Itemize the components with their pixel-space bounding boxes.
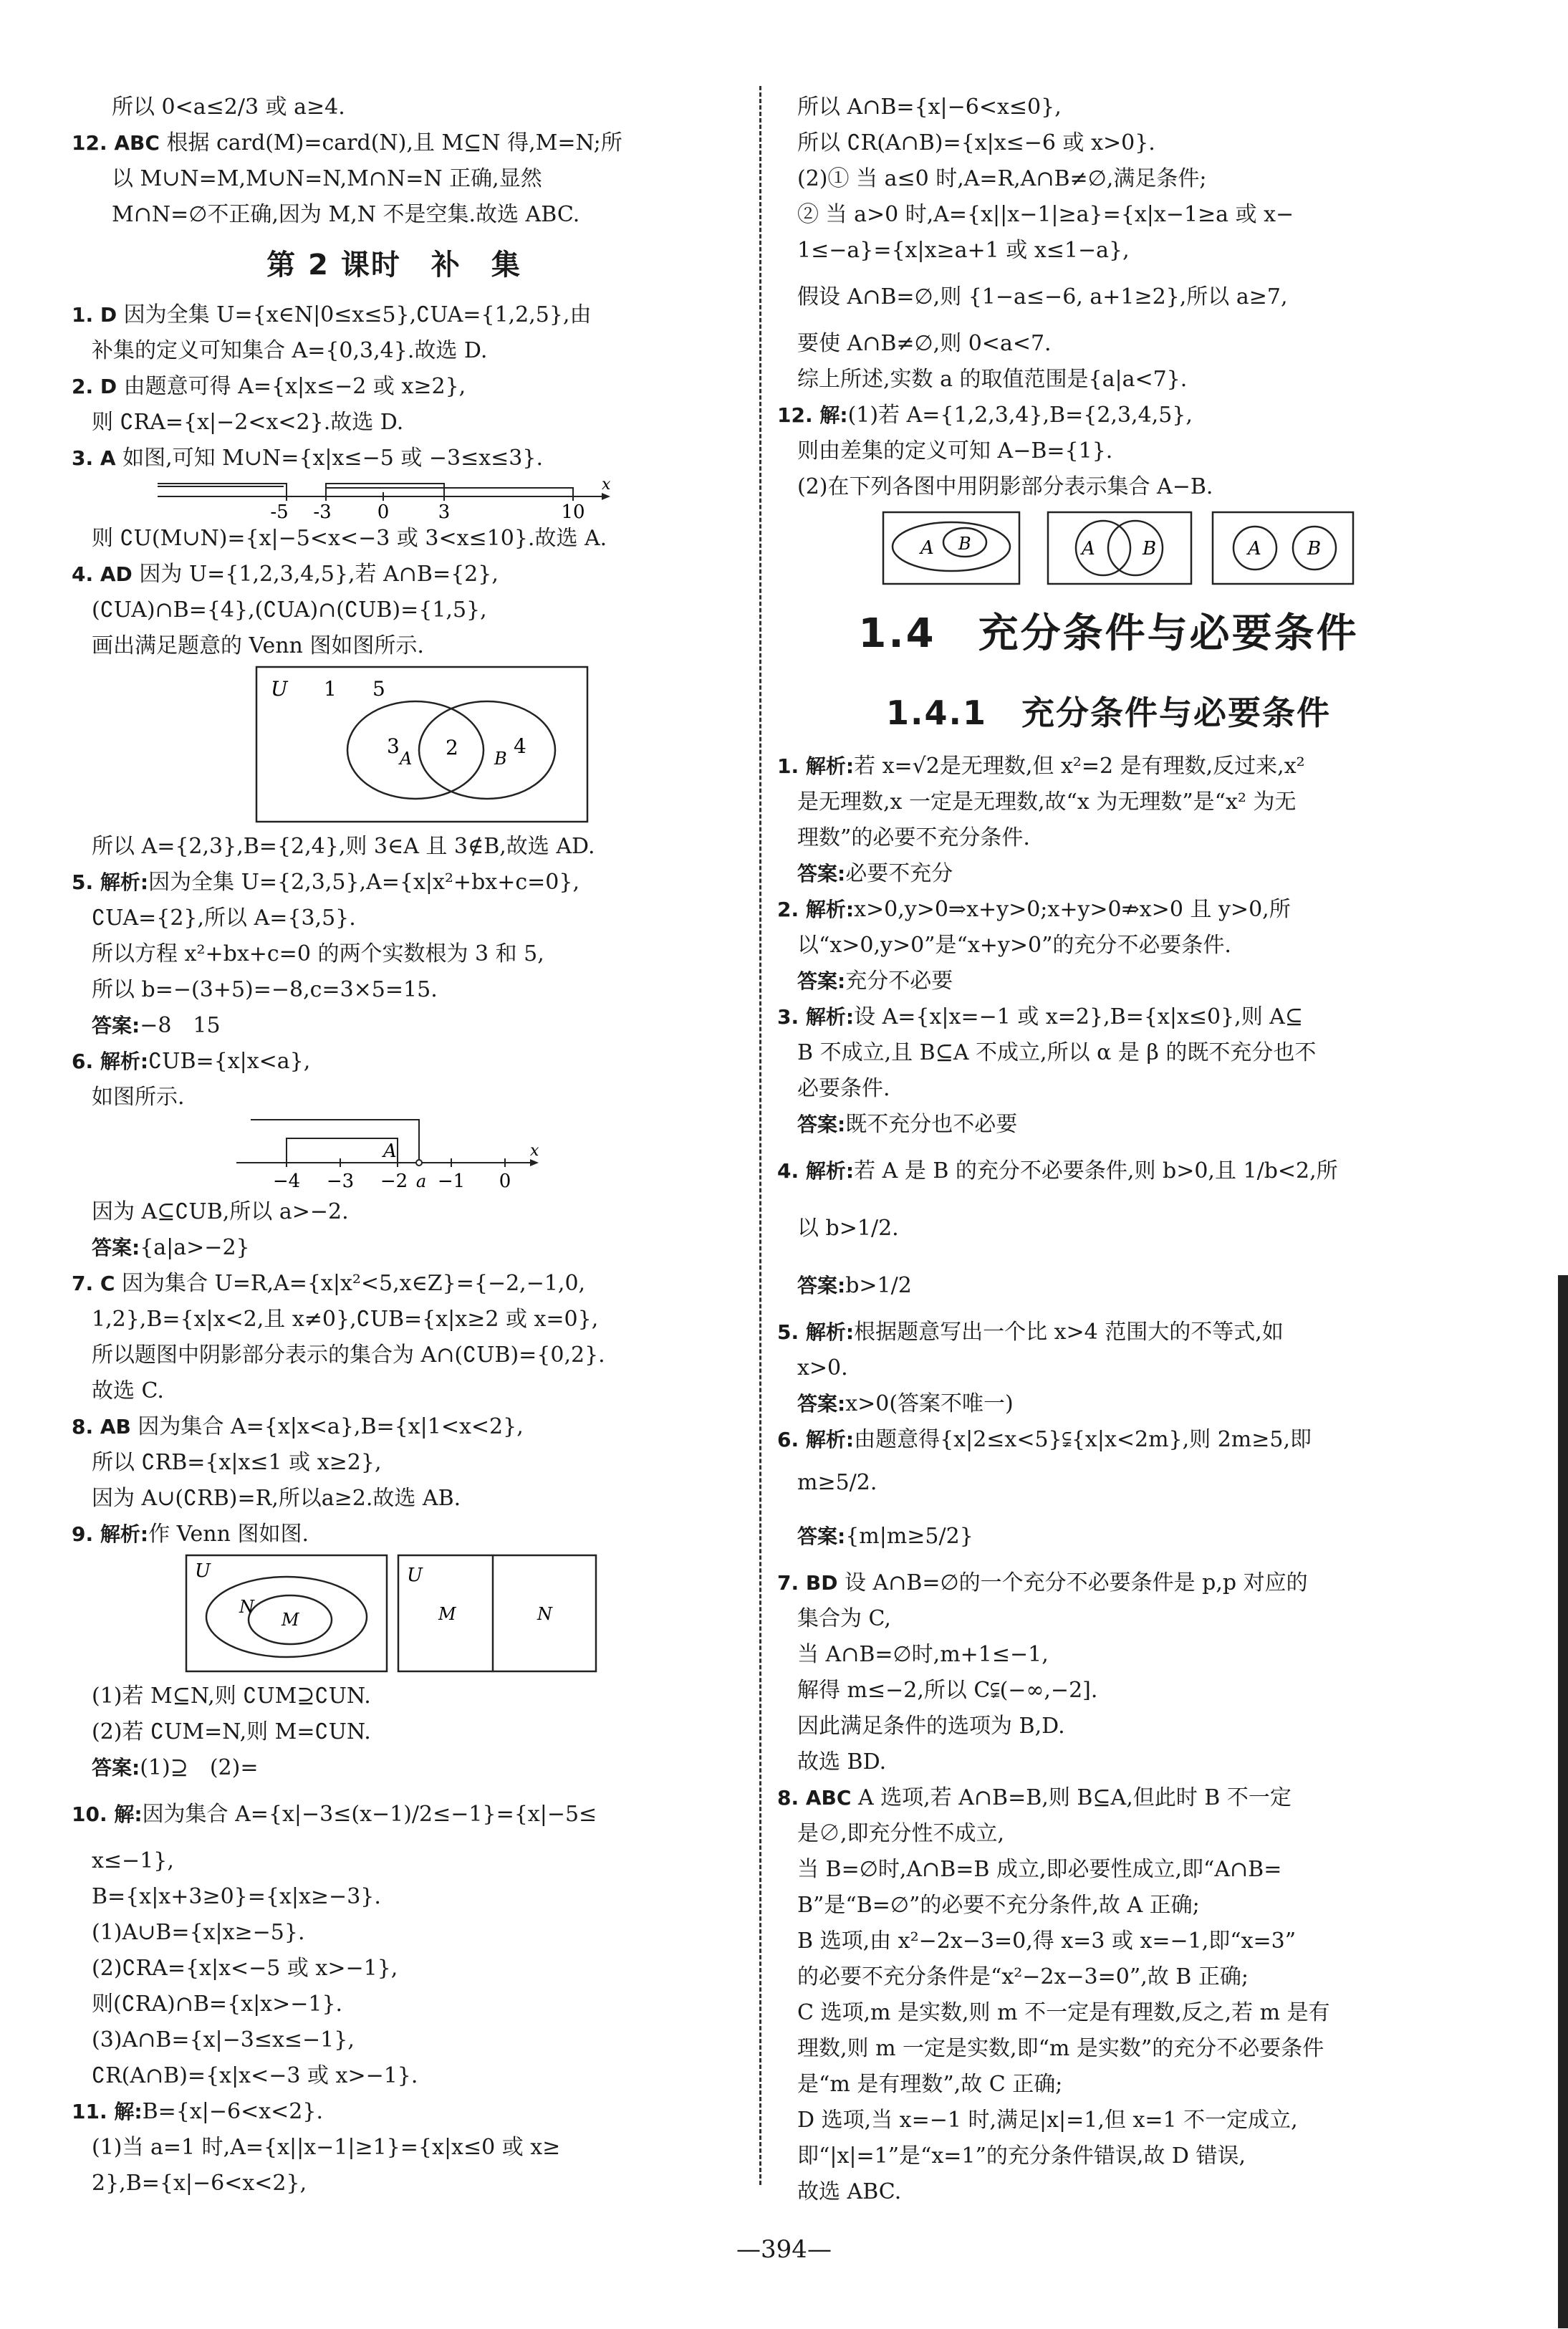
question-number: 2. 解析: — [777, 898, 855, 921]
page-number: —394— — [736, 2235, 832, 2264]
venn-svg-3 — [777, 505, 1440, 591]
answer-label: 答案: — [797, 1274, 846, 1297]
question-number: 7. BD — [777, 1571, 838, 1595]
text-line: 是∅,即充分性不成立, — [797, 1821, 1005, 1846]
text-line: (1)当 a=1 时,A={x||x−1|≥1}={x|x≤0 或 x≥ — [92, 2135, 561, 2160]
text-line: ∁UB={x|x<a}, — [148, 1049, 311, 1074]
universe-label: U — [407, 1565, 423, 1586]
text-line: 以 M∪N=M,M∪N=N,M∩N=N 正确,显然 — [112, 166, 542, 191]
text-line: 当 B=∅时,A∩B=B 成立,即必要性成立,即“A∩B= — [797, 1857, 1282, 1882]
text-line: 如图,可知 M∪N={x|x≤−5 或 −3≤x≤3}. — [115, 446, 543, 471]
tick-label: 3 — [438, 501, 451, 521]
text-line: 是“m 是有理数”,故 C 正确; — [797, 2072, 1063, 2097]
question-number: 4. 解析: — [777, 1159, 855, 1183]
text-line: 的必要不充分条件是“x²−2x−3=0”,故 B 正确; — [797, 1964, 1249, 1989]
question-number: 5. 解析: — [777, 1320, 855, 1344]
text-line: 因为全集 U={2,3,5},A={x|x²+bx+c=0}, — [148, 870, 579, 895]
answer-text: 必要不充分 — [845, 861, 953, 886]
text-line: M∩N=∅不正确,因为 M,N 不是空集.故选 ABC. — [112, 202, 580, 227]
text-line: ② 当 a>0 时,A={x||x−1|≥a}={x|x−1≥a 或 x− — [797, 202, 1294, 227]
text-line: ∁R(A∩B)={x|x<−3 或 x>−1}. — [92, 2063, 418, 2088]
text-line: B={x|−6<x<2}. — [142, 2099, 323, 2124]
answer-text: x>0(答案不唯一) — [845, 1391, 1014, 1416]
text-line: 所以 ∁R(A∩B)={x|x≤−6 或 x>0}. — [797, 130, 1155, 155]
text-line: 因为全集 U={x∈N|0≤x≤5},∁UA={1,2,5},由 — [117, 302, 592, 327]
set-label: M — [438, 1604, 456, 1624]
question-number: 6. 解析: — [777, 1428, 855, 1451]
tick-label: a — [415, 1171, 427, 1191]
answer-label: 答案: — [797, 1113, 846, 1136]
axis-label: x — [530, 1142, 539, 1160]
text-line: A 选项,若 A∩B=B,则 B⊆A,但此时 B 不一定 — [851, 1785, 1292, 1810]
text-line: 集合为 C, — [797, 1606, 891, 1631]
tick-label: −4 — [272, 1171, 301, 1192]
venn-figure-3 — [777, 505, 1440, 591]
text-line: 所以方程 x²+bx+c=0 的两个实数根为 3 和 5, — [92, 941, 544, 966]
text-line: (1)A∪B={x|x≥−5}. — [92, 1920, 305, 1945]
answer-label: 答案: — [92, 1014, 140, 1037]
text-line: 设 A∩B=∅的一个充分不必要条件是 p,p 对应的 — [837, 1570, 1308, 1595]
set-label: A — [1248, 538, 1261, 560]
venn-figure-1 — [72, 664, 716, 829]
set-label: A — [400, 749, 413, 769]
question-number: 8. AB — [72, 1415, 131, 1439]
number-line-figure — [72, 476, 716, 521]
venn-number: 1 — [324, 677, 337, 701]
text-line: ∁UA={2},所以 A={3,5}. — [92, 906, 356, 931]
text-line: 作 Venn 图如图. — [148, 1522, 309, 1547]
question-number: 1. D — [72, 303, 117, 327]
chapter-title: 1.4 充分条件与必要条件 — [858, 610, 1359, 657]
text-line: 1,2},B={x|x<2,且 x≠0},∁UB={x|x≥2 或 x=0}, — [92, 1307, 599, 1332]
text-line: 根据题意写出一个比 x>4 范围大的不等式,如 — [854, 1320, 1284, 1345]
question-number: 10. 解: — [72, 1802, 143, 1826]
venn-svg-2 — [72, 1552, 716, 1679]
text-line: 1≤−a}={x|x≥a+1 或 x≤1−a}, — [797, 238, 1130, 263]
answer-text: (1)⊇ (2)= — [140, 1755, 259, 1780]
question-number: 9. 解析: — [72, 1522, 149, 1546]
set-label: A — [383, 1141, 397, 1162]
tick-label: −3 — [326, 1171, 355, 1192]
text-line: 综上所述,实数 a 的取值范围是{a|a<7}. — [797, 367, 1188, 392]
answer-text: b>1/2 — [845, 1273, 912, 1298]
answer-label: 答案: — [797, 1524, 846, 1548]
question-number: 12. ABC — [72, 131, 160, 155]
text-line: 所以 ∁RB={x|x≤1 或 x≥2}, — [92, 1450, 382, 1475]
text-line: 故选 ABC. — [797, 2179, 902, 2204]
text-line: 所以 b=−(3+5)=−8,c=3×5=15. — [92, 977, 438, 1002]
text-line: 所以题图中阴影部分表示的集合为 A∩(∁UB)={0,2}. — [92, 1343, 605, 1368]
right-column — [777, 90, 1440, 2210]
number-line-svg-2 — [72, 1115, 716, 1194]
question-number: 7. C — [72, 1272, 115, 1295]
text-line: 则 ∁RA={x|−2<x<2}.故选 D. — [92, 410, 404, 435]
number-line-svg — [72, 476, 716, 521]
tick-label: 0 — [499, 1171, 511, 1192]
venn-figure-2 — [72, 1552, 716, 1679]
text-line: 是无理数,x 一定是无理数,故“x 为无理数”是“x² 为无 — [797, 789, 1297, 815]
text-line: 所以 A={2,3},B={2,4},则 3∈A 且 3∉B,故选 AD. — [92, 834, 595, 859]
tick-label: −1 — [437, 1171, 466, 1192]
answer-label: 答案: — [92, 1236, 140, 1259]
text-line: 因此满足条件的选项为 B,D. — [797, 1714, 1065, 1739]
venn-number: 3 — [387, 734, 400, 758]
text-line: 故选 BD. — [797, 1749, 887, 1775]
question-number: 4. AD — [72, 562, 133, 586]
text-line: (1)若 M⊆N,则 ∁UM⊇∁UN. — [92, 1684, 371, 1709]
text-line: C 选项,m 是实数,则 m 不一定是有理数,反之,若 m 是有 — [797, 2000, 1330, 2025]
answer-label: 答案: — [797, 862, 846, 885]
text-line: 由题意可得 A={x|x≤−2 或 x≥2}, — [117, 374, 466, 399]
set-label: B — [1143, 538, 1157, 560]
text-line: 以“x>0,y>0”是“x+y>0”的充分不必要条件. — [797, 933, 1231, 958]
set-label: M — [282, 1610, 299, 1630]
text-line: B 选项,由 x²−2x−3=0,得 x=3 或 x=−1,即“x=3” — [797, 1929, 1297, 1954]
text-line: (1)若 A={1,2,3,4},B={2,3,4,5}, — [847, 403, 1193, 428]
answer-label: 答案: — [92, 1756, 140, 1780]
set-label: N — [239, 1597, 254, 1617]
text-line: 因为 U={1,2,3,4,5},若 A∩B={2}, — [132, 562, 499, 587]
text-line: 因为集合 U=R,A={x|x²<5,x∈Z}={−2,−1,0, — [115, 1271, 586, 1296]
question-number: 11. 解: — [72, 2100, 143, 2123]
question-number: 3. 解析: — [777, 1005, 855, 1029]
answer-label: 答案: — [797, 1392, 846, 1416]
tick-label: 10 — [561, 501, 585, 521]
column-divider — [759, 86, 761, 2185]
set-label: N — [537, 1604, 552, 1624]
answer-text: {a|a>−2} — [140, 1235, 250, 1260]
left-column — [72, 90, 716, 2201]
text-line: 补集的定义可知集合 A={0,3,4}.故选 D. — [92, 338, 488, 363]
text-line: (3)A∩B={x|−3≤x≤−1}, — [92, 2027, 355, 2052]
text-line: (2)若 ∁UM=N,则 M=∁UN. — [92, 1719, 371, 1744]
answer-text: {m|m≥5/2} — [845, 1524, 973, 1549]
text-line: 则由差集的定义可知 A−B={1}. — [797, 438, 1113, 464]
text-line: 当 A∩B=∅时,m+1≤−1, — [797, 1642, 1049, 1667]
text-line: 由题意得{x|2≤x<5}⫋{x|x<2m},则 2m≥5,即 — [854, 1427, 1312, 1452]
tick-label: 0 — [377, 501, 390, 521]
universe-label: U — [271, 677, 288, 701]
text-line: (2)∁RA={x|x<−5 或 x>−1}, — [92, 1956, 398, 1981]
text-line: 因为集合 A={x|x<a},B={x|1<x<2}, — [130, 1414, 524, 1439]
subsection-title: 1.4.1 充分条件与必要条件 — [886, 693, 1331, 732]
question-number: 12. 解: — [777, 403, 848, 427]
text-line: 理数”的必要不充分条件. — [797, 825, 1030, 850]
number-line-figure-2 — [72, 1115, 716, 1194]
text-line: (2)① 当 a≤0 时,A=R,A∩B≠∅,满足条件; — [797, 166, 1207, 191]
venn-number: 4 — [514, 734, 526, 758]
set-label: A — [920, 537, 934, 559]
axis-label: x — [602, 476, 611, 494]
section-title: 第 2 课时 补 集 — [266, 249, 521, 282]
question-number: 2. D — [72, 375, 117, 398]
text-line: 解得 m≤−2,所以 C⫋(−∞,−2]. — [797, 1678, 1098, 1703]
venn-svg-1 — [72, 664, 716, 829]
tick-label: -3 — [313, 501, 332, 521]
text-line: 以 b>1/2. — [797, 1216, 899, 1241]
answer-text: 既不充分也不必要 — [845, 1112, 1018, 1137]
text-line: 若 A 是 B 的充分不必要条件,则 b>0,且 1/b<2,所 — [854, 1158, 1338, 1183]
text-line: x≤−1}, — [92, 1848, 174, 1873]
text-line: 因为 A∪(∁RB)=R,所以a≥2.故选 AB. — [92, 1486, 461, 1511]
question-number: 3. A — [72, 446, 116, 470]
venn-number: 2 — [446, 736, 458, 759]
text-line: 设 A={x|x=−1 或 x=2},B={x|x≤0},则 A⊆ — [854, 1004, 1304, 1029]
text-line: m≥5/2. — [797, 1470, 877, 1495]
text-line: 因为 A⊆∁UB,所以 a>−2. — [92, 1199, 349, 1224]
tick-label: -5 — [270, 501, 289, 521]
text-line: 假设 A∩B=∅,则 {1−a≤−6, a+1≥2},所以 a≥7, — [797, 284, 1288, 309]
text-line: B”是“B=∅”的必要不充分条件,故 A 正确; — [797, 1893, 1200, 1918]
text-line: 即“|x|=1”是“x=1”的充分条件错误,故 D 错误, — [797, 2143, 1246, 2169]
text-line: x>0,y>0⇒x+y>0;x+y>0⇏x>0 且 y>0,所 — [854, 897, 1291, 922]
text-line: D 选项,当 x=−1 时,满足|x|=1,但 x=1 不一定成立, — [797, 2108, 1298, 2133]
question-number: 1. 解析: — [777, 754, 855, 778]
text-line: 画出满足题意的 Venn 图如图所示. — [92, 633, 424, 658]
edge-tab-bar — [1558, 1275, 1568, 2328]
text-line: 如图所示. — [92, 1085, 185, 1110]
text-line: 所以 0<a≤2/3 或 a≥4. — [112, 95, 345, 120]
text-line: 必要条件. — [797, 1076, 890, 1101]
text-line: 因为集合 A={x|−3≤(x−1)/2≤−1}={x|−5≤ — [142, 1802, 597, 1827]
text-line: 要使 A∩B≠∅,则 0<a<7. — [797, 331, 1052, 356]
set-label: B — [1307, 538, 1322, 560]
text-line: (∁UA)∩B={4},(∁UA)∩(∁UB)={1,5}, — [92, 597, 487, 623]
text-line: 理数,则 m 一定是实数,即“m 是实数”的充分不必要条件 — [797, 2036, 1324, 2061]
text-line: B 不成立,且 B⊆A 不成立,所以 α 是 β 的既不充分也不 — [797, 1040, 1317, 1065]
question-number: 5. 解析: — [72, 870, 149, 894]
text-line: 则(∁RA)∩B={x|x>−1}. — [92, 1992, 343, 2017]
tick-label: −2 — [380, 1171, 408, 1192]
text-line: 则 ∁U(M∪N)={x|−5<x<−3 或 3<x≤10}.故选 A. — [92, 526, 607, 551]
text-line: 2},B={x|−6<x<2}, — [92, 2171, 307, 2196]
answer-label: 答案: — [797, 969, 846, 993]
text-line: 根据 card(M)=card(N),且 M⊆N 得,M=N;所 — [159, 130, 622, 155]
set-label: B — [494, 749, 507, 769]
text-line: (2)在下列各图中用阴影部分表示集合 A−B. — [797, 474, 1213, 499]
set-label: A — [1082, 538, 1095, 560]
text-line: 若 x=√2是无理数,但 x²=2 是有理数,反过来,x² — [854, 754, 1305, 779]
answer-text: 充分不必要 — [845, 969, 953, 994]
text-line: x>0. — [797, 1355, 848, 1380]
text-line: 故选 C. — [92, 1378, 164, 1403]
answer-text: −8 15 — [140, 1013, 221, 1038]
question-number: 6. 解析: — [72, 1050, 149, 1073]
universe-label: U — [195, 1560, 211, 1582]
text-line: 所以 A∩B={x|−6<x≤0}, — [797, 95, 1062, 120]
question-number: 8. ABC — [777, 1786, 852, 1810]
set-label: B — [958, 534, 971, 554]
venn-number: 5 — [372, 677, 385, 701]
text-line: B={x|x+3≥0}={x|x≥−3}. — [92, 1884, 381, 1909]
